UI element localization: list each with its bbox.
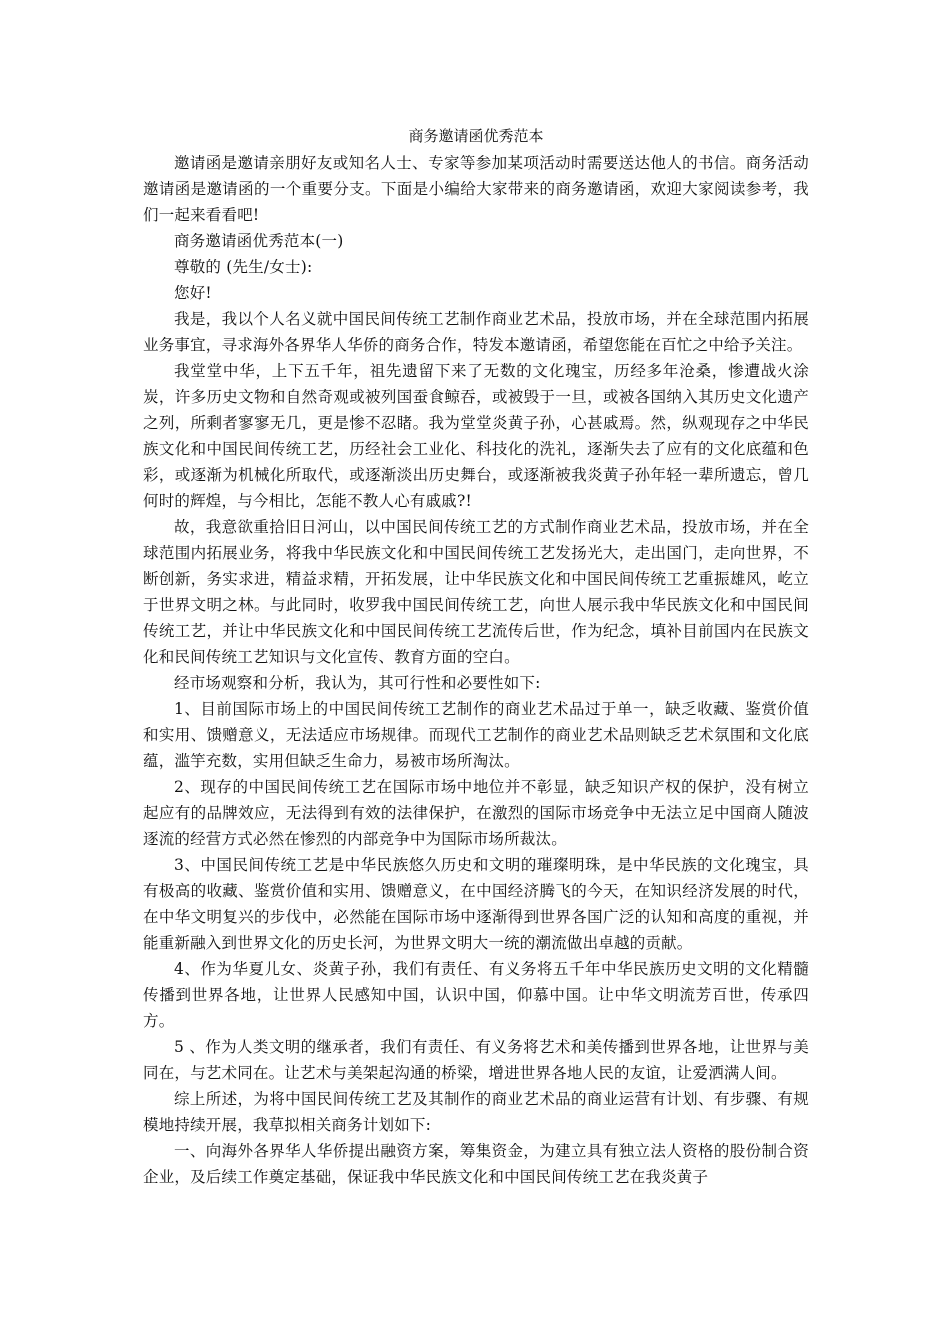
paragraph-point-3: 3、中国民间传统工艺是中华民族悠久历史和文明的璀璨明珠，是中华民族的文化瑰宝，具有极高的收藏、鉴赏价值和实用、馈赠意义，在中国经济腾飞的今天，在知识经济发展的时代，在中华文明复兴的步伐中，必然能在国际市场中逐渐得到世界各国广泛的认知和高度的重视，并能重新融入到世界文化的历史长河，为世界文明大一统的潮流做出卓越的贡献。 — [143, 856, 809, 952]
paragraph-analysis-intro: 经市场观察和分析，我认为，其可行性和必要性如下: — [174, 674, 541, 692]
paragraph-plan-1: 一、向海外各界华人华侨提出融资方案，筹集资金，为建立具有独立法人资格的股份制合资企业，及后续工作奠定基础，保证我中华民族文化和中国民间传统工艺在我炎黄子 — [143, 1142, 809, 1186]
paragraph-summary: 综上所述，为将中国民间传统工艺及其制作的商业艺术品的商业运营有计划、有步骤、有规模地持续开展，我草拟相关商务计划如下: — [143, 1090, 809, 1134]
document-page — [143, 124, 809, 1190]
paragraph-body-2: 我堂堂中华，上下五千年，祖先遗留下来了无数的文化瑰宝，历经多年沧桑，惨遭战火涂炭，许多历史文物和自然奇观或被列国蚕食鲸吞，或被毁于一旦，或被各国纳入其历史文化遗产之列，所剩者寥寥无几，更是惨不忍睹。我为堂堂炎黄子孙，心甚戚焉。然，纵观现存之中华民族文化和中国民间传统工艺，历经社会工业化、科技化的洗礼，逐渐失去了应有的文化底蕴和色彩，或逐渐为机械化所取代，或逐渐淡出历史舞台，或逐渐被我炎黄子孙年轻一辈所遗忘，曾几何时的辉煌，与今相比，怎能不教人心有戚戚?! — [143, 362, 809, 510]
paragraph-body-3: 故，我意欲重拾旧日河山，以中国民间传统工艺的方式制作商业艺术品，投放市场，并在全球范围内拓展业务，将我中华民族文化和中国民间传统工艺发扬光大，走出国门，走向世界，不断创新，务实求进，精益求精，开拓发展，让中华民族文化和中国民间传统工艺重振雄风，屹立于世界文明之林。与此同时，收罗我中国民间传统工艺，向世人展示我中华民族文化和中国民间传统工艺，并让中华民族文化和中国民间传统工艺流传后世，作为纪念，填补目前国内在民族文化和民间传统工艺知识与文化宣传、教育方面的空白。 — [143, 518, 809, 666]
paragraph-intro: 邀请函是邀请亲朋好友或知名人士、专家等参加某项活动时需要送达他人的书信。商务活动邀请函是邀请函的一个重要分支。下面是小编给大家带来的商务邀请函，欢迎大家阅读参考，我们一起来看看吧! — [143, 154, 809, 224]
paragraph-point-1: 1、目前国际市场上的中国民间传统工艺制作的商业艺术品过于单一，缺乏收藏、鉴赏价值和实用、馈赠意义，无法适应市场规律。而现代工艺制作的商业艺术品则缺乏艺术氛围和文化底蕴，滥竽充数，实用但缺乏生命力，易被市场所淘汰。 — [143, 700, 809, 770]
paragraph-sample-heading: 商务邀请函优秀范本(一) — [174, 232, 344, 250]
paragraph-greeting: 您好! — [174, 284, 212, 302]
paragraph-salutation: 尊敬的 (先生/女士): — [174, 258, 313, 276]
paragraph-point-4: 4、作为华夏儿女、炎黄子孙，我们有责任、有义务将五千年中华民族历史文明的文化精髓传播到世界各地，让世界人民感知中国，认识中国，仰慕中国。让中华文明流芳百世，传承四方。 — [143, 960, 809, 1030]
paragraph-body-1: 我是，我以个人名义就中国民间传统工艺制作商业艺术品，投放市场，并在全球范围内拓展业务事宜，寻求海外各界华人华侨的商务合作，特发本邀请函，希望您能在百忙之中给予关注。 — [143, 310, 809, 354]
document-title: 商务邀请函优秀范本 — [408, 127, 544, 145]
paragraph-point-2: 2、现存的中国民间传统工艺在国际市场中地位并不彰显，缺乏知识产权的保护，没有树立起应有的品牌效应，无法得到有效的法律保护，在激烈的国际市场竞争中无法立足中国商人随波逐流的经营方式必然在惨烈的内部竞争中为国际市场所裁汰。 — [143, 778, 809, 848]
paragraph-point-5: 5 、作为人类文明的继承者，我们有责任、有义务将艺术和美传播到世界各地，让世界与美同在，与艺术同在。让艺术与美架起沟通的桥梁，增进世界各地人民的友谊，让爱洒满人间。 — [143, 1038, 809, 1082]
